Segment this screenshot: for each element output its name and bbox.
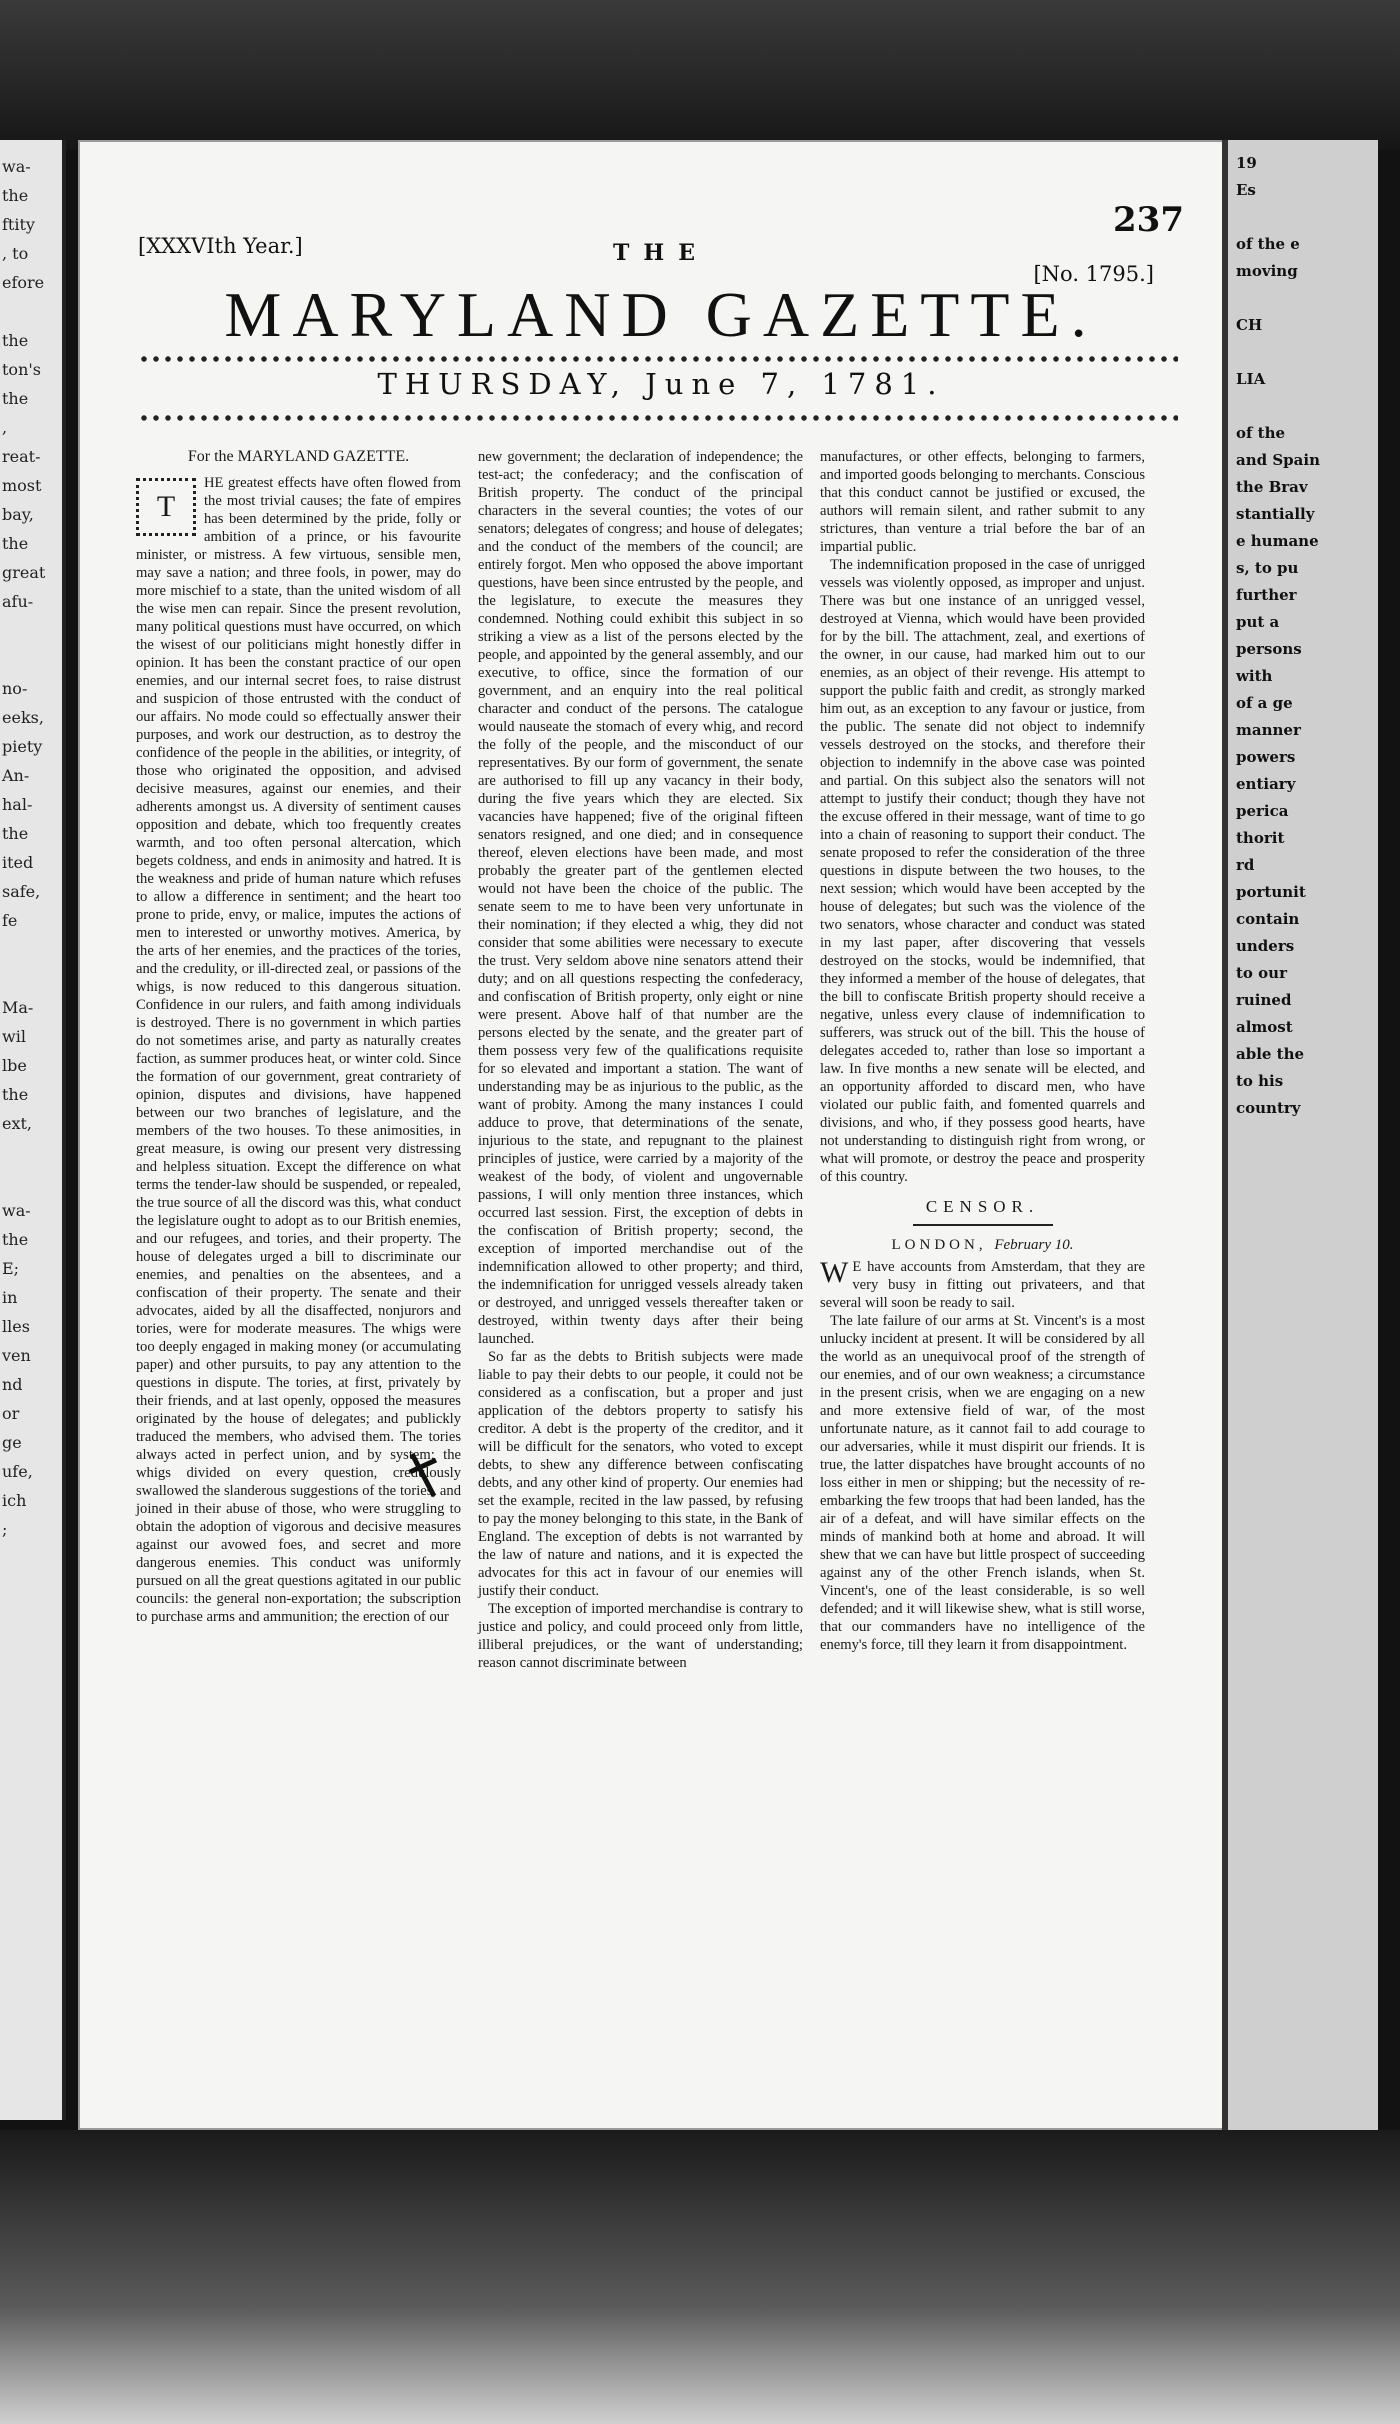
scan-background-bottom (0, 2130, 1400, 2424)
drop-cap: T (136, 478, 196, 536)
scan-background-top (0, 0, 1400, 150)
masthead-title: MARYLAND GAZETTE. (224, 279, 1098, 350)
article-signature: CENSOR. (925, 1197, 1040, 1216)
year-label: [XXXVIth Year.] (138, 234, 303, 258)
london-dateline (820, 1236, 1145, 1254)
ornament-rule-top (138, 353, 1178, 365)
ornament-rule-bottom (138, 412, 1178, 424)
article-paragraph: The exception of imported merchandise is contrary to justice and policy, and could proceed only from little, illiberal prejudices, or the want of understanding; reason cannot discriminate between (478, 1601, 803, 1671)
news-paragraph: The late failure of our arms at St. Vincent's is a most unlucky incident at present. It will be considered by all the world as an unequivocal proof of the strength of our enemies, and of our own weakness; a circumstance in the present crisis, when we are engaging on a new and more extensive field of war, of the most unfortunate nature, as it cannot fail to add courage to our adversaries, while it must dispirit our friends. It is true, the latter dispatches have brought accounts of no loss either in men or shipping; but the necessity of re-embarking the few troops that had been landed, has the air of a defeat, and will have similar effects on the minds of mankind both at home and abroad. It will shew that we can have but little prospect of succeeding against any of the other French islands, when St. Vincent's, one of the least considerable, is so well defended; and it will likewise shew, what is still worse, that our commanders have no intelligence of the enemy's force, till they learn it from disappointment. (820, 1313, 1145, 1653)
article-paragraph: The indemnification proposed in the case of unrigged vessels was violently opposed, as improper and unjust. There was but one instance of an unrigged vessel, destroyed at Vienna, which would have been provided for by the bill. The attachment, zeal, and exertions of the owner, in our cause, had marked him out to our enemies, as an object of their revenge. His attempt to support the public faith and credit, as strongly marked him out, as an exception to any favour or justice, from the public. The senate did not object to indemnify vessels destroyed on the stocks, and therefore their objection to indemnify in the above case was pointed and partial. On this subject also the senators will not attempt to justify their conduct; though they have not the excuse offered in their message, want of time to go into a chain of reasoning to support their conduct. The senate proposed to refer the consideration of the three questions in dispute between the two houses, to the next session; which would have been accepted by the house of delegates; but such was the violence of the two senators, whose character and conduct was stated in my last paper, after discovering that vessels destroyed on the stocks, would be indemnified, that they informed a member of the house of delegates, that the bill to confiscate British property should receive a negative, unless every clause of indemnification to sufferers, was struck out of the bill. This the house of delegates acceded to, rather than lose so important a law. In five months a new senate will be elected, and an opportunity afforded to discard men, who have violated our public faith, and fomented quarrels and divisions, and who, if they possess good hearts, have not understanding to distinguish right from wrong, or what will promote, or destroy the peace and prosperity of this country. (820, 557, 1145, 1185)
adjacent-right-page (1222, 140, 1378, 2130)
column-2 (478, 448, 803, 1672)
issue-number: [No. 1795.] (1033, 262, 1154, 286)
london-drop-letter: W (820, 1256, 849, 1289)
newspaper-page (78, 140, 1244, 2130)
column-3 (820, 448, 1145, 1654)
section-rule (913, 1224, 1053, 1226)
article-paragraph: new government; the declaration of independence; the test-act; the confederacy; and the confiscation of British property. The conduct of the principal characters in the several counties; the votes of our senators; delegates of congress; and house of delegates; and the conduct of the members of the council; are entirely forgot. Men who opposed the above important questions, have been since entrusted by the people, and the legislature, to execute the measures they condemned. Nothing could exhibit this subject in so striking a view as a list of the persons elected by the people, and appointed by the general assembly, and our executive, to office, since the formation of our government, and an enquiry into the real political character and conduct of the persons. The catalogue would nauseate the stomach of every whig, and record the folly of the people, and the misconduct of our representatives. By our form of government, the senate are authorised to fill up any vacancy in their body, during the five years which they are elected. Six vacancies have happened; five of the original fifteen senators resigned, and one died; and in consequence thereof, eleven elections have been made, and most probably the greater part of the gentlemen elected would not have been the choice of the public. The senate seem to me to have been very unfortunate in their nomination; if they elected a whig, they did not consider that some abilities were necessary to execute the trust. Very seldom above nine senators attend their duty; and on all questions respecting the confederacy, and confiscation of British property, only eight or nine were present. Above half of that number are the persons elected by the senate, and the greater part of them possess very few of the qualifications requisite for so elevated and important a station. The want of understanding may be as injurious to the public, as the want of probity. Among the many instances I could adduce to prove, that determinations of the senate, injurious to the state, and repugnant to the plainest principles of justice, were carried by a majority of the weakest of the body, of violent and ungovernable passions, I will only mention three instances, which occurred last session. First, the exception of debts in the confiscation of British property; second, the exception of imported merchandise out of the indemnification allowed to other property; and third, the indemnification for unrigged vessels already taken or destroyed, and unrigged vessels thereafter taken or destroyed, within twenty days after their being launched. (478, 449, 803, 1347)
page-number: 237 (1113, 200, 1184, 240)
right-page-fragments: 19 Es of the e moving CH LIA of the and Spain the Brav stantially e humane s, to pu further put a persons with of a ge manner powers entiary perica thorit rd portunit contain unders to our ruined almost able the to his country (1236, 154, 1320, 1117)
article-paragraph: So far as the debts to British subjects were made liable to pay their debts to our people, it could not be considered as a confiscation, but a proper and just application of the debtors property to satisfy his creditor. A debt is the property of the creditor, and it will be difficult for the senators, who voted to except debts, to shew any difference between confiscating debts, and any other kind of property. Our enemies had set the example, recited in the law passed, by refusing to pay the money belonging to this state, in the Bank of England. The exception of debts is not warranted by the law of nature and nations, and it is expected the advocates for this act in favour of our enemies will justify their conduct. (478, 1349, 803, 1599)
column-1 (136, 448, 461, 1626)
dateline: THURSDAY, June 7, 1781. (377, 367, 945, 401)
article-paragraph: HE greatest effects have often flowed from the most trivial causes; the fate of empires has been determined by the pride, folly or ambition of a prince, or his favourite minister, or mistress. A few virtuous, sensible men, may save a nation; and three fools, in power, may do more mischief to a state, than the united wisdom of all the wise men can repair. Since the present revolution, many political questions must have occurred, on which the wisest of our politicians might honestly differ in opinion. It has been the constant practice of our open enemies, and our internal secret foes, to raise distrust and suspicion of those entrusted with the conduct of our affairs. No mode could so effectually answer their purposes, and work our destruction, as to destroy the confidence of the people in the abilities, or integrity, of those who originated the opposition, and advised decisive measures, against our enemies, and their adherents amongst us. A diversity of sentiment causes opposition and debate, which too frequently creates warmth, and too often personal altercation, which begets coldness, and ends in animosity and hatred. It is the weakness and pride of human nature which refuses to allow a difference in sentiment; and the heart too prone to pride, envy, or malice, imputes the actions of men to interested or unworthy motives. America, by the arts of her enemies, and the practices of the tories, and the credulity, or ill-directed zeal, or passions of the whigs, is now reduced to this dangerous situation. Confidence in our rulers, and faith among individuals is destroyed. There is no government in which parties do not sometimes arise, and party as naturally creates faction, as summer produces heat, or winter cold. Since the formation of our government, great contrariety of opinion, disputes and divisions, have happened between our two branches of legislature, and the members of the two houses. To these animosities, in great measure, is owing our present very distressing and helpless situation. Except the difference on what terms the tender-law should be suspended, or repealed, the true source of all the discord was this, what conduct the legislature ought to adopt as to our British enemies, and our refugees, and tories, and their property. The house of delegates urged a bill to discriminate our enemies, and penalties on the absentees, and a confiscation of their property. The senate and their advocates, aided by all the disaffected, nonjurors and tories, were for moderate measures. The whigs were too deeply engaged in making money (or accumulating paper) and other pursuits, to pay any attention to the questions in dispute. The tories, at first, privately by their friends, and at last openly, opposed the measures originated by the house of delegates; and publickly traduced the members, who advised them. The tories always acted in perfect union, and by system; the whigs divided on every question, credulously swallowed the slanderous suggestions of the tories, and joined in their abuse of those, who were struggling to obtain the adoption of vigorous and decisive measures against our avowed foes, and secret and more dangerous enemies. This conduct was uniformly pursued on all the great questions agitated in our public councils: the general non-exportation; the subscription to purchase arms and ammunition; the erection of our (136, 475, 461, 1625)
left-page-fragments: wa- the ftity , to efore the ton's the , reat- most bay, the great afu- no- eeks, piety An- hal- the ited safe, fe Ma- wil lbe the ext, wa- the E; in lles ven nd or ge ufe, ich ; (2, 157, 46, 1539)
ink-cross-mark-icon (408, 1452, 438, 1498)
article-paragraph: manufactures, or other effects, belonging to farmers, and imported goods belonging to merchants. Conscious that this conduct cannot be justified or excused, the authors will remain silent, and rather submit to any strictures, than venture a trial before the bar of an impartial public. (820, 449, 1145, 555)
adjacent-left-page (0, 140, 66, 2120)
london-date: February 10. (994, 1237, 1074, 1253)
london-place: LONDON, (891, 1237, 987, 1253)
masthead-the: THE (613, 240, 709, 266)
article-heading: For the MARYLAND GAZETTE. (187, 448, 410, 465)
news-paragraph: E have accounts from Amsterdam, that they are very busy in fitting out privateers, and that several will soon be ready to sail. (820, 1259, 1145, 1311)
